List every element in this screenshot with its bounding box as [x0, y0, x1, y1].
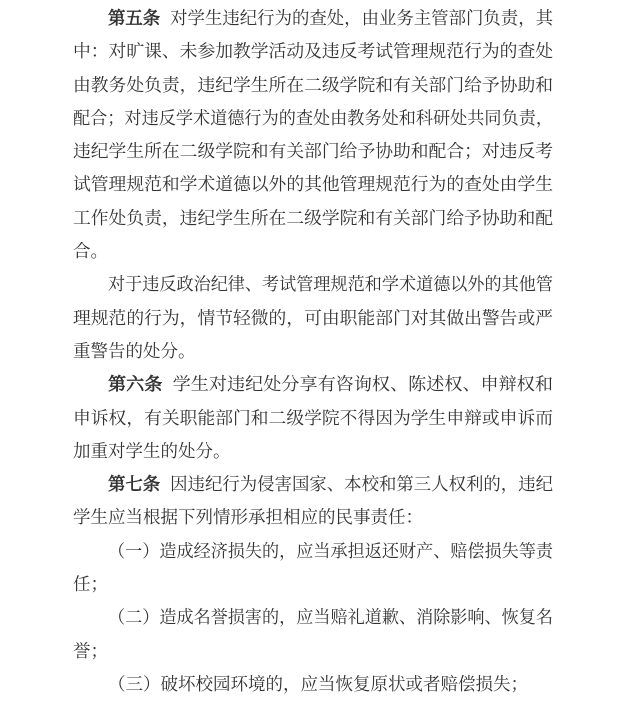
text-line — [73, 335, 553, 368]
text-line-content: 配合；对违反学术道德行为的查处由教务处和科研处共同负责， — [73, 107, 553, 128]
text-line-content: （三）破坏校园环境的，应当恢复原状或者赔偿损失； — [108, 673, 528, 694]
text-line-content: 工作处负责，违纪学生所在二级学院和有关部门给予协助和配 — [73, 207, 553, 228]
text-line — [73, 568, 553, 601]
text-line — [73, 501, 553, 534]
text-line — [73, 535, 553, 568]
text-line — [73, 268, 553, 301]
text-line-content: 重警告的处分。 — [73, 340, 196, 361]
text-line — [73, 435, 553, 468]
article-number: 第七条 — [108, 474, 161, 495]
text-line — [73, 302, 553, 335]
text-line-content: 申诉权，有关职能部门和二级学院不得因为学生申辩或申诉而 — [73, 407, 553, 428]
text-line-content: 由教务处负责，违纪学生所在二级学院和有关部门给予协助和 — [73, 74, 553, 95]
text-line — [73, 601, 553, 634]
text-line — [73, 402, 553, 435]
text-line — [73, 368, 553, 401]
text-line-content: 合。 — [73, 241, 108, 262]
text-line — [73, 135, 553, 168]
text-line-content: 学生应当根据下列情形承担相应的民事责任： — [73, 507, 423, 528]
text-line-content: 违纪学生所在二级学院和有关部门给予协助和配合；对违反考 — [73, 141, 553, 162]
text-line-content: 第五条 对学生违纪行为的查处，由业务主管部门负责，其 — [108, 8, 553, 28]
text-line-content: 中：对旷课、未参加教学活动及违反考试管理规范行为的查处 — [73, 41, 553, 62]
text-line — [73, 168, 553, 201]
text-line — [73, 235, 553, 268]
text-line — [73, 69, 553, 102]
text-line — [73, 35, 553, 68]
document-body — [73, 2, 553, 701]
text-line-content: 誉； — [73, 640, 108, 661]
text-line — [73, 102, 553, 135]
text-line-content: （二）造成名誉损害的，应当赔礼道歉、消除影响、恢复名 — [108, 607, 553, 628]
text-line-content: 加重对学生的处分。 — [73, 440, 231, 461]
text-line — [73, 202, 553, 235]
text-line — [73, 635, 553, 668]
text-line-content: 第六条 学生对违纪处分享有咨询权、陈述权、申辩权和 — [108, 374, 553, 395]
article-number: 第五条 — [108, 8, 161, 28]
text-line-content: 对于违反政治纪律、考试管理规范和学术道德以外的其他管 — [108, 274, 553, 295]
text-line-content: 任； — [73, 574, 108, 595]
text-line — [73, 668, 553, 701]
text-line-content: （一）造成经济损失的，应当承担返还财产、赔偿损失等责 — [108, 540, 553, 561]
text-line-content: 第七条 因违纪行为侵害国家、本校和第三人权利的，违纪 — [108, 474, 553, 495]
text-line — [73, 2, 553, 35]
text-line-content: 理规范的行为，情节轻微的，可由职能部门对其做出警告或严 — [73, 307, 553, 328]
text-line — [73, 468, 553, 501]
text-line-content: 试管理规范和学术道德以外的其他管理规范行为的查处由学生 — [73, 174, 553, 195]
article-number: 第六条 — [108, 374, 163, 395]
